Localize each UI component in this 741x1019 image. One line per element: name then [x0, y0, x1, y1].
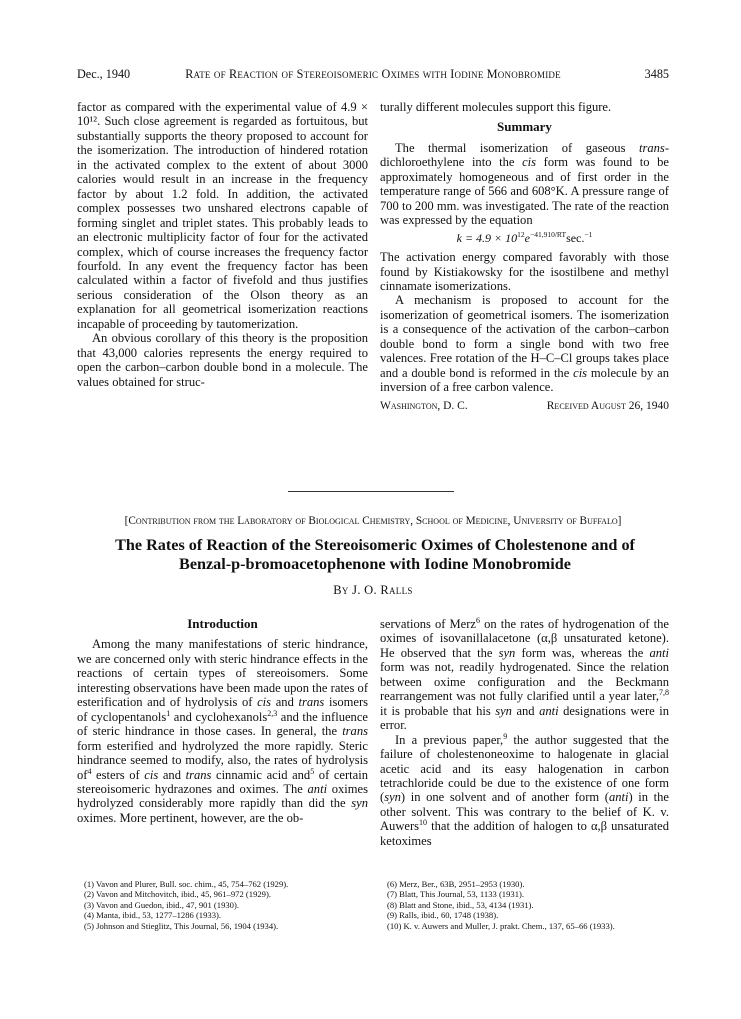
footnote: (5) Johnson and Stieglitz, This Journal, 56, 1904 (1934). — [84, 920, 279, 931]
introduction-heading: Introduction — [187, 616, 258, 631]
header-running-title: Rate of Reaction of Stereoisomeric Oximes with Iodine Monobromide — [185, 67, 561, 81]
footnote: (2) Vavon and Mitchovitch, ibid., 45, 961–972 (1929). — [84, 889, 271, 900]
summary-paragraph: The thermal isomerization of gaseous trans-dichloroethylene into the cis form was found to be approximately homogeneous and of first order in the temperature range of 566 and 608°K. A pressure range of 700 to 200 mm. was investigated. The rate of the reaction was expressed by the equation — [380, 140, 669, 228]
received-date: Received August 26, 1940 — [546, 399, 669, 412]
signature-line — [380, 399, 669, 413]
footnote: (3) Vavon and Guedon, ibid., 47, 901 (1930). — [84, 899, 239, 910]
footnote: (10) K. v. Auwers and Muller, J. prakt. Chem., 137, 65–66 (1933). — [387, 920, 615, 931]
summary-heading: Summary — [497, 119, 552, 135]
paragraph: turally different molecules support this figure. — [380, 100, 612, 114]
contribution-line: [Contribution from the Laboratory of Biological Chemistry, School of Medicine, University of Buffalo] — [124, 515, 622, 527]
footnote: (7) Blatt, This Journal, 53, 1133 (1931). — [387, 889, 525, 900]
paragraph: factor as compared with the experimental value of 4.9 × 10¹². Such close agreement is regarded as fortuitous, but substantially supports the theory proposed to account for the isomerization. The introduction of hindered rotation in the activated complex to the extent of about 3000 calories would result in an increase in the frequency factor by about 1.2 fold. In addition, the activated complex possesses two unshared electrons capable of forming singlet and triplet states. This probably leads to an electronic multiplicity factor of four for the activated complex, which of course increases the frequency factor fourfold. In any event the frequency factor has been calculated within a factor of fivefold and thus justifies serious consideration of the Olson theory as an explanation for all geometrical isomerization reactions incapable of proceeding by tautomerization. — [77, 100, 368, 331]
title-line: Benzal-p-bromoacetophenone with Iodine Monobromide — [179, 555, 571, 573]
author-prefix: By — [333, 583, 349, 597]
place: Washington, D. C. — [380, 399, 468, 412]
author-name: J. O. Ralls — [352, 583, 413, 597]
footnote: (6) Merz, Ber., 63B, 2951–2953 (1930). — [387, 879, 525, 889]
footnote: (1) Vavon and Plurer, Bull. soc. chim., 45, 754–762 (1929). — [84, 879, 289, 889]
header-date: Dec., 1940 — [77, 67, 131, 81]
bottom-right-column — [380, 617, 669, 848]
section-divider — [288, 491, 454, 492]
footnote: (8) Blatt and Stone, ibid., 53, 4134 (1931). — [387, 899, 534, 910]
top-right-column — [380, 100, 669, 413]
article-title — [70, 536, 680, 574]
introduction-paragraph: Among the many manifestations of steric hindrance, we are concerned only with steric hindrance effects in the reactions of certain types of stereoisomers. Some interesting observations have been made upon the rates of esterification and of hydrolysis of cis and trans isomers of cyclopentanols$^1$ and cyclohexanols$^{2,3}$ and the influence of steric hindrance in those cases. In general, the trans form esterified and hydrolyzed the more rapidly. Steric hindrance seemed to modify, also, the rates of hydrolysis $of^4$ esters of cis and trans cinnamic acid and$^5$ of certain stereoisomeric hydrazones and oximes. The anti oximes hydrolyzed considerably more rapidly than did the syn oximes. More pertinent, however, are the ob- — [77, 637, 369, 825]
bottom-left-column — [77, 617, 368, 825]
rate-equation: $k = 4.9 \times 10^{12}e^{-41,910/RT}\sec.^{-1}$ — [456, 229, 593, 245]
page-number: 3485 — [644, 67, 669, 81]
author-line — [77, 583, 669, 598]
paragraph: An obvious corollary of this theory is the proposition that 43,000 calories represents the energy required to open the carbon–carbon double bond in a molecule. The values obtained for struc- — [77, 331, 368, 389]
footnotes-left — [84, 879, 374, 931]
footnotes-right — [387, 879, 677, 931]
paragraph: A mechanism is proposed to account for the isomerization of geometrical isomers. The isomerization is a consequence of the activation of the carbon–carbon double bond to form a single bond with two free valences. Free rotation of the H–C–Cl groups takes place and a double bond is reformed in the cis molecule by an inversion of a free carbon valence. — [380, 293, 669, 395]
paragraph: In a previous paper,$^9$ the author suggested that the failure of cholestenoneoxime to halogenate in glacial acetic acid and its easy halogenation in carbon tetrachloride could be due to the existence of one form (syn) in one solvent and of another form (anti) in the other solvent. This was contrary to the belief of K. v. Auwers$^{10}$ that the addition of halogen to α,β unsaturated ketoximes — [380, 731, 669, 848]
paragraph: servations of Merz$^6$ on the rates of hydrogenation of the oximes of isovanillalacetone (α,β unsaturated ketone). He observed that the syn form was, whereas the anti form was not, readily hydrogenated. Since the relation between oxime configuration and the Beckmann rearrangement was not fully clarified until a year later,$^{7,8}$ it is probable that his syn and anti designations were in error. — [380, 615, 669, 733]
title-line: The Rates of Reaction of the Stereoisomeric Oximes of Cholestenone and of — [115, 536, 635, 554]
paragraph: The activation energy compared favorably with those found by Kistiakowsky for the isostilbene and methyl cinnamate isomerizations. — [380, 250, 669, 293]
footnote: (9) Ralls, ibid., 60, 1748 (1938). — [387, 910, 499, 921]
running-header — [77, 67, 669, 83]
top-left-column — [77, 100, 368, 389]
footnote: (4) Manta, ibid., 53, 1277–1286 (1933). — [84, 910, 222, 921]
